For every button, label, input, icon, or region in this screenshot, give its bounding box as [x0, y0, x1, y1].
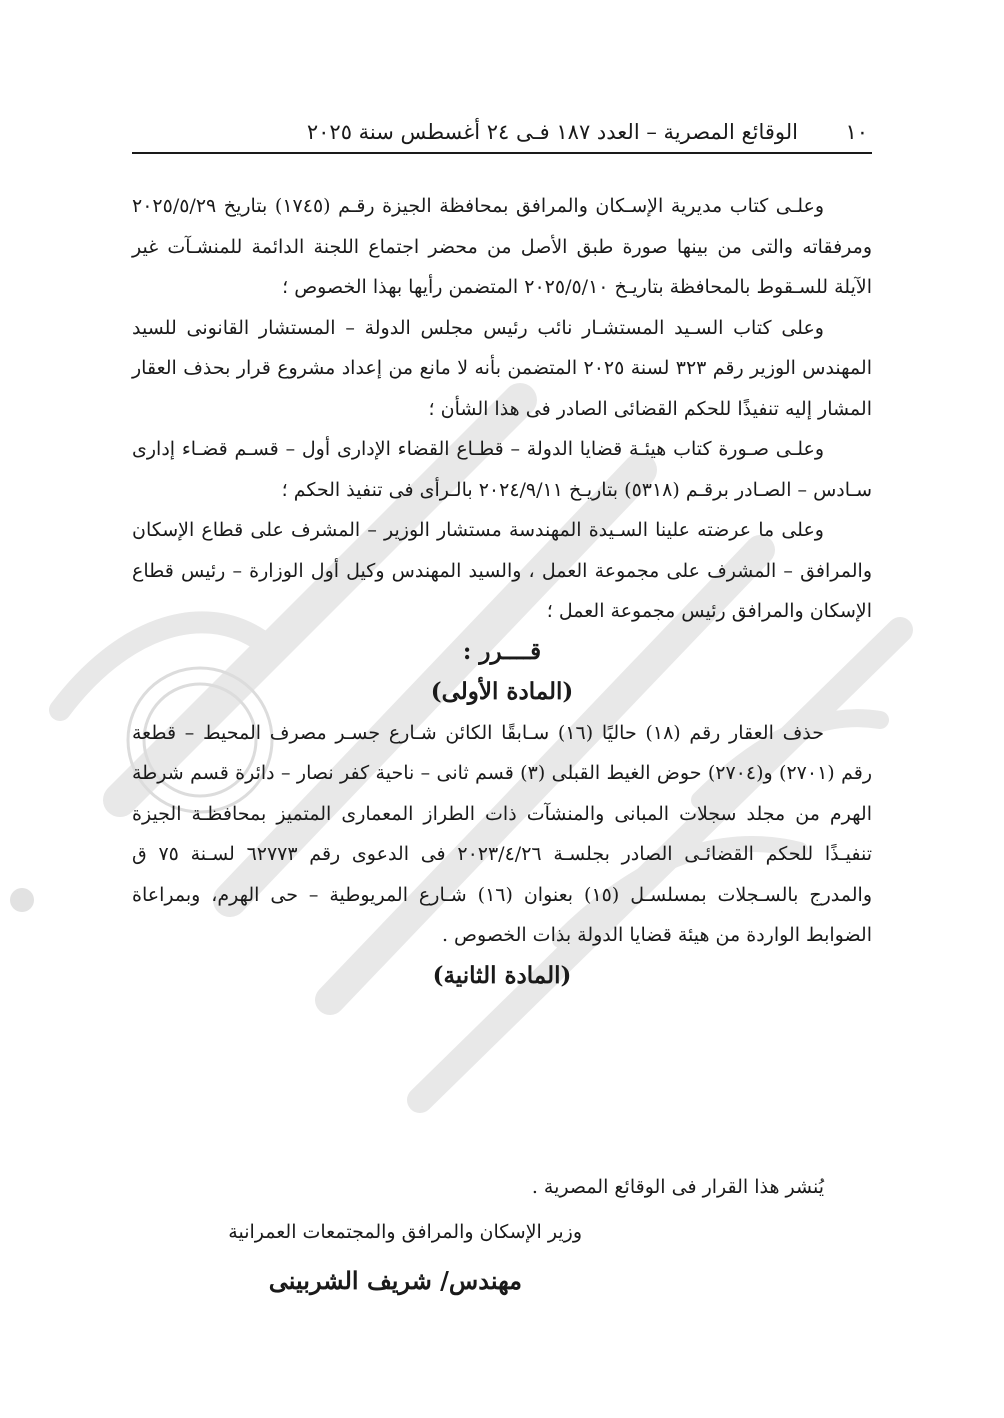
minister-title: وزير الإسكان والمرافق والمجتمعات العمرانية [228, 1221, 582, 1243]
recital-paragraph: وعلى ما عرضته علينا السـيدة المهندسة مستشار الوزير – المشرف على قطاع الإسكان والمرافق – المشرف على مجموعة العمل ، والسيد المهندس وكيل أول الوزارة – رئيس قطاع الإسكان والمرافق رئيس مجموعة العمل ؛ [132, 519, 872, 622]
page-number: ١٠ [845, 120, 868, 144]
minister-signature-name: مهندس/ شريف الشربينى [268, 1266, 522, 1295]
recital-paragraph: وعلـى كتاب مديرية الإسـكان والمرافق بمحافظة الجيزة رقـم (١٧٤٥) بتاريخ ٢٠٢٥/٥/٢٩ ومرفقاته والتى من بينها صورة طبق الأصل من محضر اجتماع اللجنة الدائمة للمنشـآت غير الآيلة للسـقوط بالمحافظة بتاريـخ ٢٠٢٥/٥/١٠ المتضمن رأيها بهذا الخصوص ؛ [132, 195, 872, 298]
gazette-issue-title: الوقائع المصرية – العدد ١٨٧ فـى ٢٤ أغسطس سنة ٢٠٢٥ [306, 120, 798, 144]
recital-paragraph: وعلى كتاب السـيد المستشـار نائب رئيس مجلس الدولة – المستشار القانونى للسيد المهندس الوزير رقم ٣٢٣ لسنة ٢٠٢٥ المتضمن بأنه لا مانع من إعداد مشروع قرار بحذف العقار المشار إليه تنفيذًا للحكم القضائى الصادر فى هذا الشأن ؛ [132, 316, 872, 420]
decree-body [132, 186, 872, 996]
recital-paragraph: وعلـى صـورة كتاب هيئـة قضايا الدولة – قطـاع القضاء الإدارى أول – قسـم قضـاء إدارى سـادس – الصـادر برقـم (٥٣١٨) بتاريـخ ٢٠٢٤/٩/١١ بالـرأى فى تنفيذ الحكم ؛ [132, 438, 872, 501]
article-one-text: حذف العقار رقم (١٨) حاليًا (١٦) سـابقًا الكائن شـارع جسـر مصرف المحيط – قطعة رقم (٢٧٠١) و(٢٧٠٤) حوض الغيط القبلى (٣) قسم ثانى – ناحية كفر نصار – دائرة قسم شرطة الهرم من مجلد سجلات المبانى والمنشآت ذات الطراز المعمارى المتميز بمحافظـة الجيزة تنفيـذًا للحكم القضائـى الصادر بجلسـة ٢٠٢٣/٤/٢٦ فى الدعوى رقم ٦٢٧٧٣ لسـنة ٧٥ ق والمدرج بالسـجلات بمسلسـل (١٥) بعنوان (١٦) شـارع المريوطية – حى الهرم، وبمراعاة الضوابط الواردة من هيئة قضايا الدولة بذات الخصوص . [132, 721, 873, 946]
article-two-heading: (المادة الثانية) [432, 961, 572, 989]
article-two-text: يُنشر هذا القرار فى الوقائع المصرية . [531, 1176, 824, 1198]
decree-heading: قــــرر : [462, 637, 542, 665]
page-header [132, 112, 872, 154]
article-one-heading: (المادة الأولى) [430, 678, 574, 705]
